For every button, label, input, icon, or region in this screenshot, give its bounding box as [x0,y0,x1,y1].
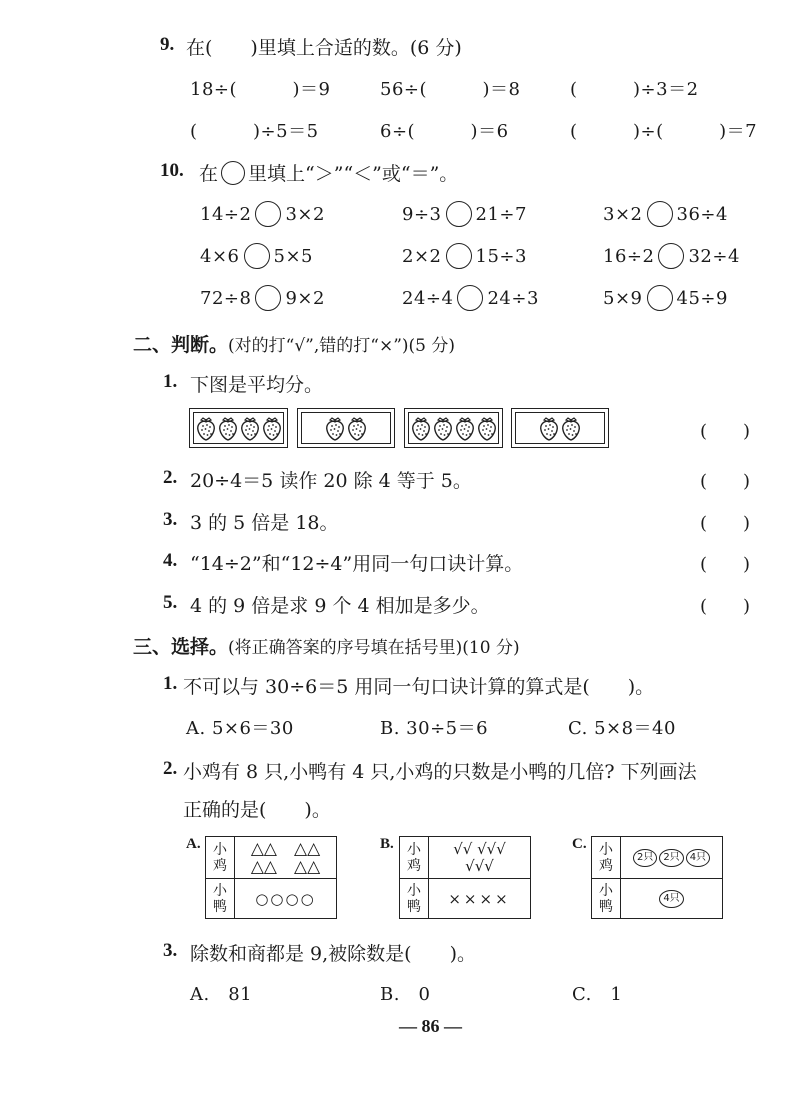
answer-circle-icon[interactable] [446,243,472,269]
choice-1-option-b: B. 30÷5＝6 [380,718,489,739]
q10-number: 10. [160,160,184,181]
strawberry-icon [261,415,283,441]
strawberry-icon [560,415,582,441]
judge-3-text: 3 的 5 倍是 18。 [190,512,339,534]
chick-label: 小 鸡 [592,837,621,879]
answer-circle-icon[interactable] [446,201,472,227]
comparison-right: 15÷3 [475,245,527,267]
answer-paren: ( ) [700,471,751,492]
duck-label: 小 鸭 [592,879,621,919]
q10-suffix: 里填上“＞”“＜”或“＝”。 [248,163,459,185]
comparison-left: 14÷2 [200,203,252,225]
check-icons: √√ √√√ √√√ [429,837,531,879]
answer-paren: ( ) [700,421,751,442]
answer-circle-icon[interactable] [457,285,483,311]
comparison-item [402,285,539,311]
section-2-note: (对的打“√”,错的打“×”)(5 分) [228,336,456,356]
strawberry-icon [217,415,239,441]
strawberry-group [408,412,499,444]
comparison-item [200,243,313,269]
diagram-b [399,836,531,919]
comparison-left: 9÷3 [402,203,442,225]
strawberry-group [193,412,284,444]
choice-3-number: 3. [163,940,178,961]
comparison-item [603,201,728,227]
section-2-heading [133,330,455,357]
diagram-c-letter: C. [572,836,587,852]
choice-3-option-a: A. 81 [190,984,253,1005]
comparison-left: 72÷8 [200,287,252,309]
q9-expr: 6÷( )＝6 [380,121,509,142]
comparison-item [402,201,527,227]
bubble-label: 2只 [659,849,683,867]
strawberry-icon [239,415,261,441]
comparison-right: 32÷4 [688,245,740,267]
strawberry-box-1 [189,408,288,448]
judge-1-text: 下图是平均分。 [190,374,324,396]
comparison-left: 5×9 [603,287,643,309]
strawberry-box-2 [297,408,395,448]
comparison-left: 24÷4 [402,287,454,309]
judge-4-text: “14÷2”和“12÷4”用同一句口诀计算。 [190,553,524,575]
duck-label: 小 鸭 [400,879,429,919]
comparison-left: 3×2 [603,203,643,225]
comparison-left: 2×2 [402,245,442,267]
answer-circle-icon[interactable] [255,201,281,227]
choice-1-option-c: C. 5×8＝40 [568,718,676,739]
chick-label: 小 鸡 [206,837,235,879]
strawberry-icon [346,415,368,441]
answer-paren: ( ) [700,596,751,617]
answer-paren: ( ) [700,513,751,534]
choice-2-line2: 正确的是( )。 [183,799,331,821]
comparison-right: 21÷7 [475,203,527,225]
bubble-label: 4只 [686,849,710,867]
q10-text [199,159,458,186]
comparison-right: 9×2 [285,287,325,309]
strawberry-icon [324,415,346,441]
strawberry-box-4 [511,408,609,448]
judge-5-text: 4 的 9 倍是求 9 个 4 相加是多少。 [190,595,490,617]
triangle-icons: △△ △△ △△ △△ [235,837,337,879]
diagram-a [205,836,337,919]
comparison-item [402,243,527,269]
comparison-right: 5×5 [273,245,313,267]
comparison-right: 24÷3 [487,287,539,309]
choice-3-text: 除数和商都是 9,被除数是( )。 [190,943,476,965]
strawberry-icon [195,415,217,441]
strawberry-box-3 [404,408,503,448]
answer-circle-icon[interactable] [647,285,673,311]
comparison-item [603,285,728,311]
choice-2-number: 2. [163,758,178,779]
choice-1-number: 1. [163,673,178,694]
answer-circle-icon[interactable] [658,243,684,269]
answer-circle-icon[interactable] [647,201,673,227]
section-3-note: (将正确答案的序号填在括号里)(10 分) [228,638,520,658]
q9-expr: ( )÷5＝5 [190,121,319,142]
choice-3-option-c: C. 1 [572,984,623,1005]
choice-1-text: 不可以与 30÷6＝5 用同一句口诀计算的算式是( )。 [183,676,655,698]
bubble-label: 2只 [633,849,657,867]
strawberry-group [301,412,391,444]
strawberry-icon [476,415,498,441]
judge-2-number: 2. [163,467,178,488]
strawberry-icon [454,415,476,441]
diagram-c [591,836,723,919]
cross-icons: ×××× [429,879,531,919]
q9-expr: 18÷( )＝9 [190,79,331,100]
section-3-title: 三、选择。 [133,636,229,658]
bubble-label: 4只 [659,890,683,908]
judge-4-number: 4. [163,550,178,571]
chick-label: 小 鸡 [400,837,429,879]
judge-5-number: 5. [163,592,178,613]
page-number: — 86 — [399,1016,462,1036]
comparison-right: 36÷4 [676,203,728,225]
q10-prefix: 在 [199,163,219,185]
diagram-b-letter: B. [380,836,394,852]
judge-1-number: 1. [163,371,178,392]
judge-2-text: 20÷4＝5 读作 20 除 4 等于 5。 [190,470,472,492]
section-2-title: 二、判断。 [133,334,229,356]
circle-icons: ○○○○ [235,879,337,919]
q9-expr: 56÷( )＝8 [380,79,521,100]
diagram-a-letter: A. [186,836,201,852]
duck-bubbles [621,879,723,919]
q9-expr: ( )÷3＝2 [570,79,699,100]
q9-expr: ( )÷( )＝7 [570,121,758,142]
comparison-left: 16÷2 [603,245,655,267]
comparison-right: 3×2 [285,203,325,225]
comparison-right: 45÷9 [676,287,728,309]
choice-1-option-a: A. 5×6＝30 [186,718,294,739]
comparison-item [200,285,325,311]
chick-bubbles [621,837,723,879]
comparison-item [200,201,325,227]
q9-number: 9. [160,34,175,55]
judge-3-number: 3. [163,509,178,530]
strawberry-icon [432,415,454,441]
answer-circle-icon[interactable] [244,243,270,269]
answer-paren: ( ) [700,554,751,575]
compare-circle-icon [221,161,245,185]
comparison-item [603,243,740,269]
strawberry-icon [410,415,432,441]
choice-3-option-b: B. 0 [380,984,431,1005]
comparison-left: 4×6 [200,245,240,267]
duck-label: 小 鸭 [206,879,235,919]
answer-circle-icon[interactable] [255,285,281,311]
strawberry-group [515,412,605,444]
choice-2-line1: 小鸡有 8 只,小鸭有 4 只,小鸡的只数是小鸭的几倍? 下列画法 [183,761,697,783]
section-3-heading [133,632,520,659]
strawberry-icon [538,415,560,441]
q9-text: 在( )里填上合适的数。(6 分) [186,37,462,59]
